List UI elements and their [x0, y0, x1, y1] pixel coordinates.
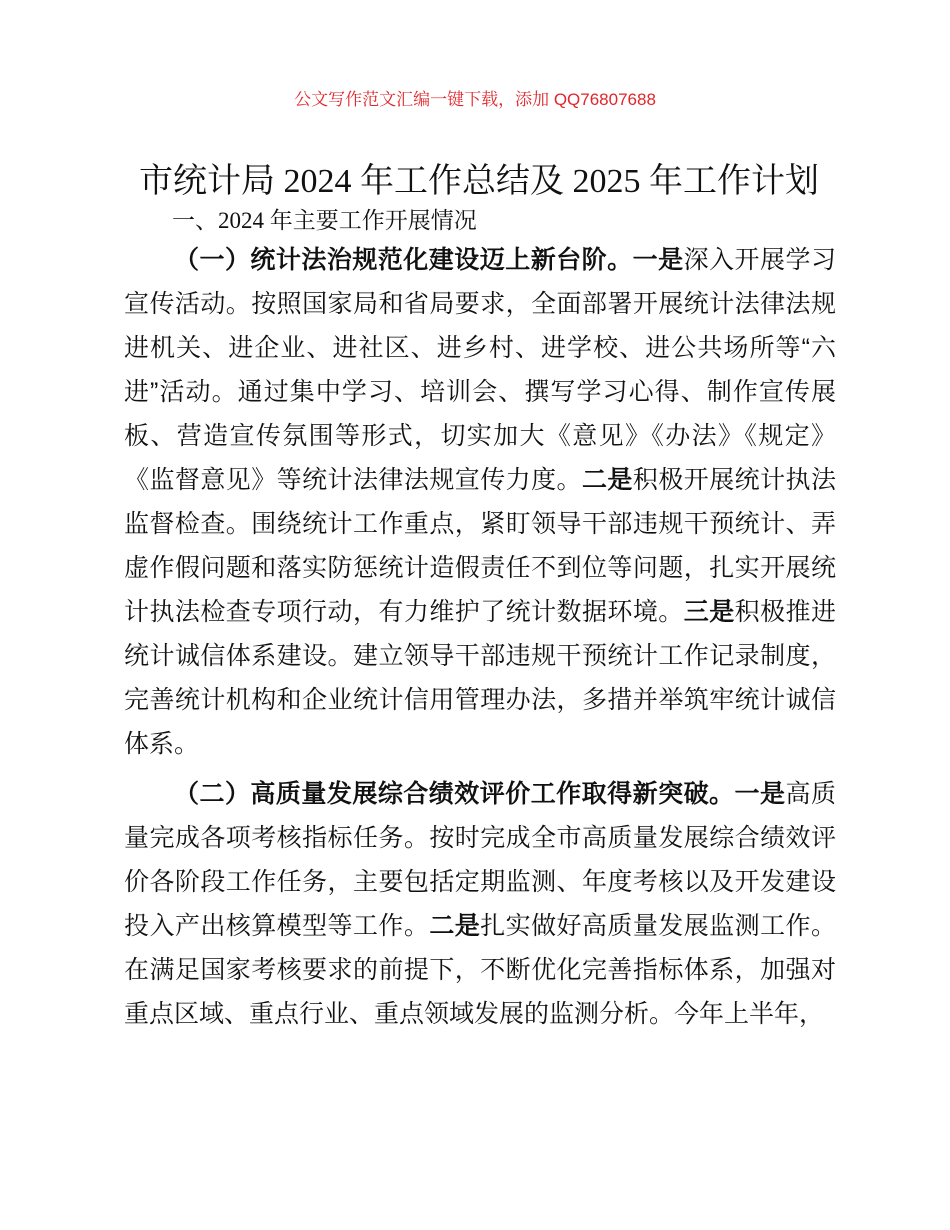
text-run: 扎实做好高质量发展监测工作。	[480, 912, 836, 940]
text-line	[124, 370, 836, 414]
download-banner: 公文写作范文汇编一键下载，添加 QQ76807688	[294, 90, 656, 109]
text-line	[124, 772, 836, 816]
text-line	[124, 860, 836, 904]
text-run: 统计诚信体系建设。建立领导干部违规干预统计工作记录制度，	[124, 642, 836, 670]
text-line	[124, 546, 836, 590]
text-line	[124, 904, 836, 948]
document-title: 市统计局 2024 年工作总结及 2025 年工作计划	[139, 163, 819, 200]
bold-text-run: 三是	[683, 598, 735, 626]
text-line	[124, 816, 836, 860]
text-run: 进”活动。通过集中学习、培训会、撰写学习心得、制作宣传展	[124, 378, 836, 406]
text-line	[124, 722, 836, 766]
bold-text-run: （二）高质量发展综合绩效评价工作取得新突破。	[174, 780, 735, 808]
text-run: 深入开展学习	[683, 246, 836, 274]
text-line	[124, 590, 836, 634]
text-run: 《监督意见》等统计法律法规宣传力度。	[124, 466, 582, 494]
text-run: 进机关、进企业、进社区、进乡村、进学校、进公共场所等“六	[124, 334, 836, 362]
text-run: 完善统计机构和企业统计信用管理办法，多措并举筑牢统计诚信	[124, 686, 836, 714]
text-run: 在满足国家考核要求的前提下，不断优化完善指标体系，加强对	[124, 956, 836, 984]
text-run: 计执法检查专项行动，有力维护了统计数据环境。	[124, 598, 684, 626]
text-line	[124, 238, 836, 282]
text-line	[124, 948, 836, 992]
bold-text-run: 一是	[632, 246, 684, 274]
text-line	[124, 634, 836, 678]
text-run: 重点区域、重点行业、重点领域发展的监测分析。今年上半年，	[124, 1000, 825, 1028]
bold-text-run: 一是	[734, 780, 786, 808]
text-run: 积极开展统计执法	[632, 466, 836, 494]
text-line	[124, 502, 836, 546]
bold-text-run: 二是	[429, 912, 481, 940]
paragraph-quality-development	[124, 772, 836, 1036]
text-run: 积极推进	[734, 598, 836, 626]
text-line	[124, 326, 836, 370]
text-run: 虚作假问题和落实防惩统计造假责任不到位等问题，扎实开展统	[124, 554, 836, 582]
text-run: 体系。	[124, 730, 200, 758]
text-run: 高质	[785, 780, 836, 808]
text-run: 板、营造宣传氛围等形式，切实加大《意见》《办法》《规定》	[124, 422, 836, 450]
text-line	[124, 414, 836, 458]
text-run: 价各阶段工作任务，主要包括定期监测、年度考核以及开发建设	[124, 868, 836, 896]
text-line	[124, 678, 836, 722]
text-line	[124, 992, 836, 1036]
text-line	[124, 282, 836, 326]
text-run: 量完成各项考核指标任务。按时完成全市高质量发展综合绩效评	[124, 824, 836, 852]
bold-text-run: （一）统计法治规范化建设迈上新台阶。	[174, 246, 633, 274]
text-run: 宣传活动。按照国家局和省局要求，全面部署开展统计法律法规	[124, 290, 836, 318]
bold-text-run: 二是	[581, 466, 633, 494]
paragraph-statistics-law	[124, 238, 836, 766]
text-run: 投入产出核算模型等工作。	[124, 912, 430, 940]
section-heading: 一、2024 年主要工作开展情况	[172, 208, 477, 233]
text-run: 监督检查。围绕统计工作重点，紧盯领导干部违规干预统计、弄	[124, 510, 836, 538]
text-line	[124, 458, 836, 502]
